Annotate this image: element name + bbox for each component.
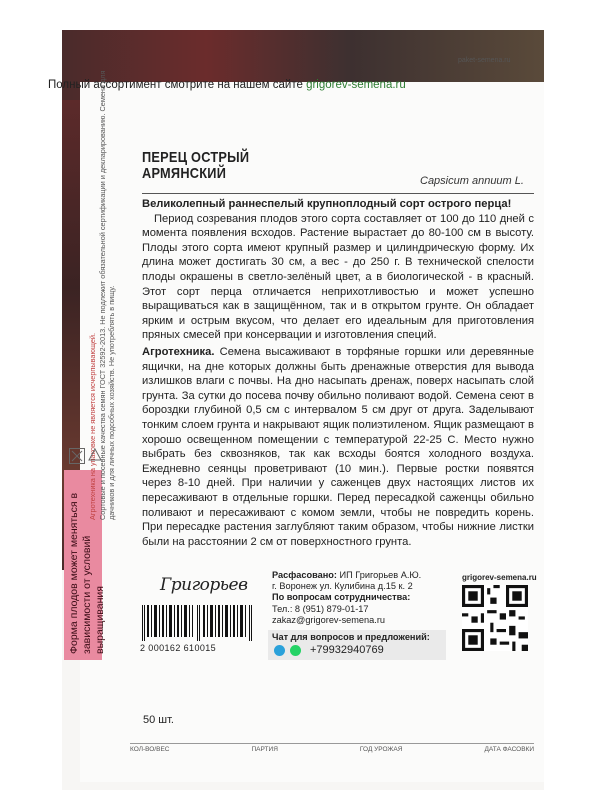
packer-info: [272, 570, 421, 626]
footer-divider: [130, 743, 534, 744]
description-lead: Великолепный раннеспелый крупноплодный сорт острого перца!: [142, 198, 512, 210]
footer-batch: ПАРТИЯ: [251, 746, 278, 753]
qr-site: grigorev-semena.ru: [462, 573, 537, 582]
no-food-icon: [69, 448, 85, 464]
packer-tel: Тел.: 8 (951) 879-01-17: [272, 603, 369, 614]
packer-address: г. Воронеж ул. Кулибина д.15 к. 2: [272, 581, 413, 592]
agro-label: Агротехника.: [142, 346, 215, 358]
product-title: [142, 150, 249, 182]
description: [142, 197, 534, 343]
qr-code[interactable]: [462, 585, 528, 651]
agro-section: [142, 345, 534, 549]
footer-year: ГОД УРОЖАЯ: [359, 746, 403, 753]
seed-count: 50 шт.: [143, 714, 174, 726]
whatsapp-icon: [290, 645, 301, 656]
title-divider: [142, 193, 534, 194]
title-line1: ПЕРЕЦ ОСТРЫЙ: [142, 149, 250, 166]
packer-label: Расфасовано:: [272, 570, 337, 580]
footer-qty: КОЛ-ВО/ВЕС: [130, 746, 170, 753]
gost-text: Сортовые и посевные качества семян ГОСТ 32592-2013. Не подлежит обязательной сертификации и декларированию. Семена для дачников и для личных подсобных хозяйств. Не употреблять в пищу.: [97, 70, 116, 520]
telegram-icon: [274, 645, 285, 656]
chat-label: Чат для вопросов и предложений:: [272, 632, 430, 642]
footer: [130, 746, 534, 753]
coop-label: По вопросам сотрудничества:: [272, 592, 411, 603]
packer-name: ИП Григорьев А.Ю.: [339, 570, 422, 580]
agro-warning: Агротехника на упаковке не является исчерпывающей.: [88, 332, 97, 520]
paket-site: paket-semena.ru: [458, 57, 511, 64]
site-prefix: Полный ассортимент смотрите на нашем сайте: [48, 79, 303, 91]
brand-logo: Григорьев: [160, 575, 248, 595]
description-text: Период созревания плодов этого сорта составляет от 100 до 110 дней с момента появления всходов. Растение вырастает до 80-100 см в высоту. Плоды этого сорта имеют крупный размер и цилиндрическую форму. Их длина может достигать 30 см, а вес - до 250 г. В технической спелости плоды окрашены в светло-зелёный цвет, а в биологической - в красный. Этот сорт перца отличается неприхотливостью и может успешно выращиваться как в защищённом, так и в открытом грунте. Он обладает ярким и острым вкусом, что делает его идеальным для приготовления пряных смесей при консервации и изготовления специй.: [142, 212, 534, 342]
site-url[interactable]: grigorev-semena.ru: [306, 79, 406, 91]
recycle-icon: [88, 448, 102, 462]
side-warning-text: Форма плодов может меняться в зависимости от условий выращивания: [64, 470, 102, 660]
title-line2: АРМЯНСКИЙ: [142, 165, 227, 182]
chat-phone[interactable]: +79932940769: [310, 644, 384, 656]
latin-name: Capsicum annuum L.: [420, 175, 524, 187]
footer-date: ДАТА ФАСОВКИ: [484, 746, 534, 753]
barcode: [140, 605, 258, 641]
agro-text: Семена высаживают в торфяные горшки или деревянные ящички, на дне которых должны быть дренажные отверстия для вывода излишков влаги с почвы. На дно насыпать дренаж, поверх насыпать слой грунта. За сутки до посева почву обильно поливают водой. Семена сеют в бороздки глубиной 0,5 см с интервалом 5 см друг от друга. Заделывают тонким слоем грунта и накрывают ящик полиэтиленом. Ящик размещают в хорошо освещенном помещении с температурой 22-25 С. Место нужно выбрать без сквозняков, так как всходы боятся холодного воздуха. Ежедневно сеянцы проветривают (10 мин.). Первые ростки появятся через 8-10 дней. При наличии у саженцев двух настоящих листов их пересаживают в отдельные горшки. Перед пересадкой саженцы обильно поливают и пересаживают с комом земли, чтобы не повредить корень. При пересадке растения заглубляют таким образом, чтобы нижние листки были на расстоянии 2 см от поверхностного грунта.: [142, 346, 535, 548]
barcode-number: 2 000162 610015: [140, 643, 217, 653]
packer-email: zakaz@grigorev-semena.ru: [272, 614, 385, 625]
